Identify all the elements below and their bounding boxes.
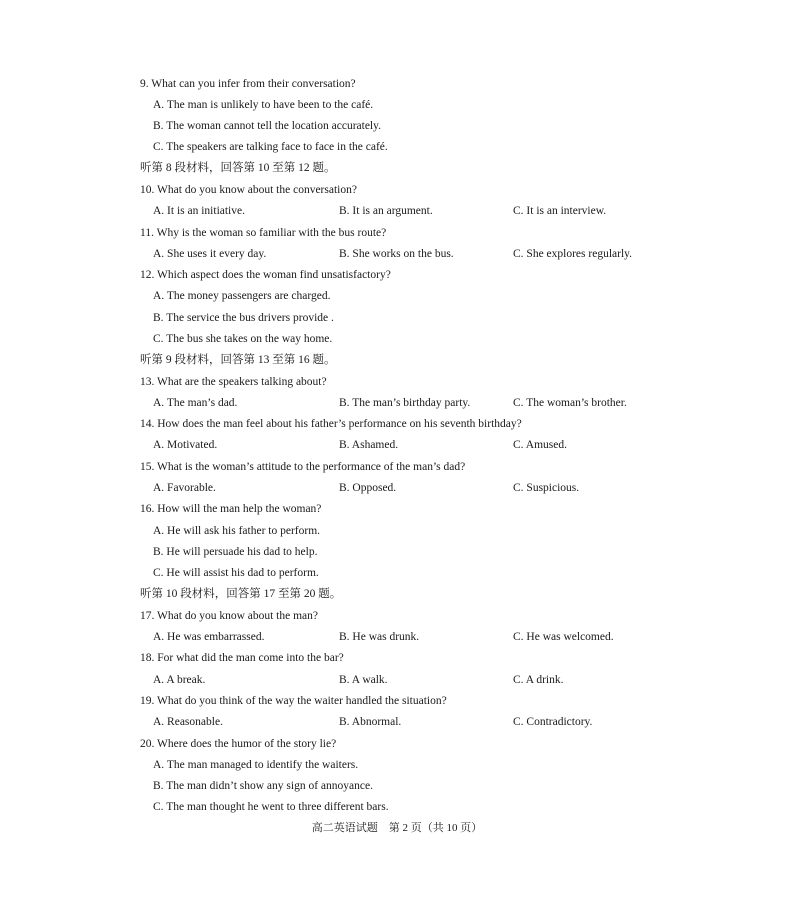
option: B. Opposed. <box>339 482 397 494</box>
section-header: 听第 9 段材料，回答第 13 至第 16 题。 <box>140 354 336 366</box>
option: A. Reasonable. <box>153 716 223 728</box>
option: B. The service the bus drivers provide . <box>153 312 334 324</box>
section-header: 听第 8 段材料，回答第 10 至第 12 题。 <box>140 162 336 174</box>
question-stem: 18. For what did the man come into the bar? <box>140 652 344 664</box>
question-stem: 14. How does the man feel about his father’s performance on his seventh birthday? <box>140 418 522 430</box>
question-stem: 20. Where does the humor of the story lie? <box>140 738 337 750</box>
question-stem: 12. Which aspect does the woman find unsatisfactory? <box>140 269 391 281</box>
question-stem: 19. What do you think of the way the waiter handled the situation? <box>140 695 447 707</box>
option: A. Favorable. <box>153 482 216 494</box>
option: C. Suspicious. <box>513 482 580 494</box>
option: B. A walk. <box>339 674 388 686</box>
question-stem: 17. What do you know about the man? <box>140 610 319 622</box>
option: C. Amused. <box>513 439 567 451</box>
option: B. Abnormal. <box>339 716 402 728</box>
option: A. The man managed to identify the waiters. <box>153 759 359 771</box>
option: C. The bus she takes on the way home. <box>153 333 333 345</box>
option: A. Motivated. <box>153 439 218 451</box>
option: C. She explores regularly. <box>513 248 633 260</box>
option: B. It is an argument. <box>339 205 433 217</box>
option: A. He will ask his father to perform. <box>153 525 321 537</box>
option: B. The man’s birthday party. <box>339 397 471 409</box>
question-stem: 13. What are the speakers talking about? <box>140 376 327 388</box>
option: A. The man is unlikely to have been to the café. <box>153 99 374 111</box>
question-stem: 16. How will the man help the woman? <box>140 503 322 515</box>
option: B. She works on the bus. <box>339 248 454 260</box>
option: A. The man’s dad. <box>153 397 238 409</box>
option: B. The man didn’t show any sign of annoyance. <box>153 780 373 792</box>
option: A. He was embarrassed. <box>153 631 265 643</box>
option: B. The woman cannot tell the location accurately. <box>153 120 382 132</box>
option: C. It is an interview. <box>513 205 607 217</box>
option: C. The man thought he went to three different bars. <box>153 801 389 813</box>
option: B. He will persuade his dad to help. <box>153 546 318 558</box>
option: A. The money passengers are charged. <box>153 290 331 302</box>
option: C. The woman’s brother. <box>513 397 627 409</box>
option: C. He will assist his dad to perform. <box>153 567 319 579</box>
option: A. It is an initiative. <box>153 205 245 217</box>
question-stem: 10. What do you know about the conversation? <box>140 184 357 196</box>
question-stem: 15. What is the woman’s attitude to the performance of the man’s dad? <box>140 461 466 473</box>
option: C. A drink. <box>513 674 564 686</box>
option: A. A break. <box>153 674 206 686</box>
question-stem: 9. What can you infer from their conversation? <box>140 78 356 90</box>
option: C. Contradictory. <box>513 716 593 728</box>
question-stem: 11. Why is the woman so familiar with the bus route? <box>140 227 387 239</box>
section-header: 听第 10 段材料，回答第 17 至第 20 题。 <box>140 588 342 600</box>
option: A. She uses it every day. <box>153 248 267 260</box>
page-footer: 高二英语试题 第 2 页（共 10 页） <box>311 822 483 834</box>
option: C. The speakers are talking face to face in the café. <box>153 141 388 153</box>
option: B. He was drunk. <box>339 631 420 643</box>
option: C. He was welcomed. <box>513 631 614 643</box>
option: B. Ashamed. <box>339 439 399 451</box>
